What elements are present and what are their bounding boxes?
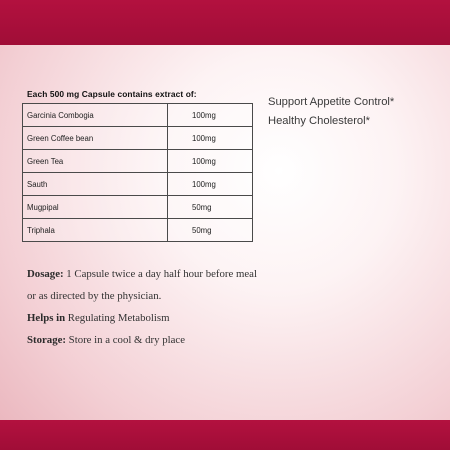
bottom-color-band bbox=[0, 420, 450, 450]
table-row bbox=[23, 150, 253, 173]
table-row bbox=[23, 173, 253, 196]
claims bbox=[268, 93, 394, 131]
table-row bbox=[23, 196, 253, 219]
claim-healthy-cholesterol: Healthy Cholesterol* bbox=[268, 115, 370, 127]
ingredient-name: Mugpipal bbox=[23, 196, 168, 219]
ingredient-amount: 100mg bbox=[168, 127, 253, 150]
ingredient-amount: 100mg bbox=[168, 104, 253, 127]
dosage-line bbox=[27, 266, 257, 288]
dosage-label: Dosage: bbox=[27, 268, 64, 280]
ingredient-amount: 50mg bbox=[168, 219, 253, 242]
helps-line bbox=[27, 310, 257, 332]
claim-appetite-control: Support Appetite Control* bbox=[268, 96, 395, 108]
dosage-text: 1 Capsule twice a day half hour before meal bbox=[63, 268, 257, 280]
ingredient-amount: 50mg bbox=[168, 196, 253, 219]
ingredient-name: Sauth bbox=[23, 173, 168, 196]
top-color-band bbox=[0, 0, 450, 45]
ingredients-table bbox=[22, 103, 253, 242]
ingredient-name: Garcinia Combogia bbox=[23, 104, 168, 127]
product-info bbox=[27, 266, 257, 354]
ingredient-name: Triphala bbox=[23, 219, 168, 242]
dosage-line-2: or as directed by the physician. bbox=[27, 290, 162, 302]
storage-label: Storage: bbox=[27, 334, 66, 346]
ingredient-amount: 100mg bbox=[168, 173, 253, 196]
table-row bbox=[23, 104, 253, 127]
storage-text: Store in a cool & dry place bbox=[65, 334, 186, 346]
ingredient-name: Green Coffee bean bbox=[23, 127, 168, 150]
storage-line bbox=[27, 332, 257, 354]
helps-text: Regulating Metabolism bbox=[65, 312, 170, 324]
ingredient-amount: 100mg bbox=[168, 150, 253, 173]
table-row bbox=[23, 219, 253, 242]
table-caption: Each 500 mg Capsule contains extract of: bbox=[27, 89, 197, 99]
table-row bbox=[23, 127, 253, 150]
helps-label: Helps in bbox=[27, 312, 66, 324]
ingredient-name: Green Tea bbox=[23, 150, 168, 173]
